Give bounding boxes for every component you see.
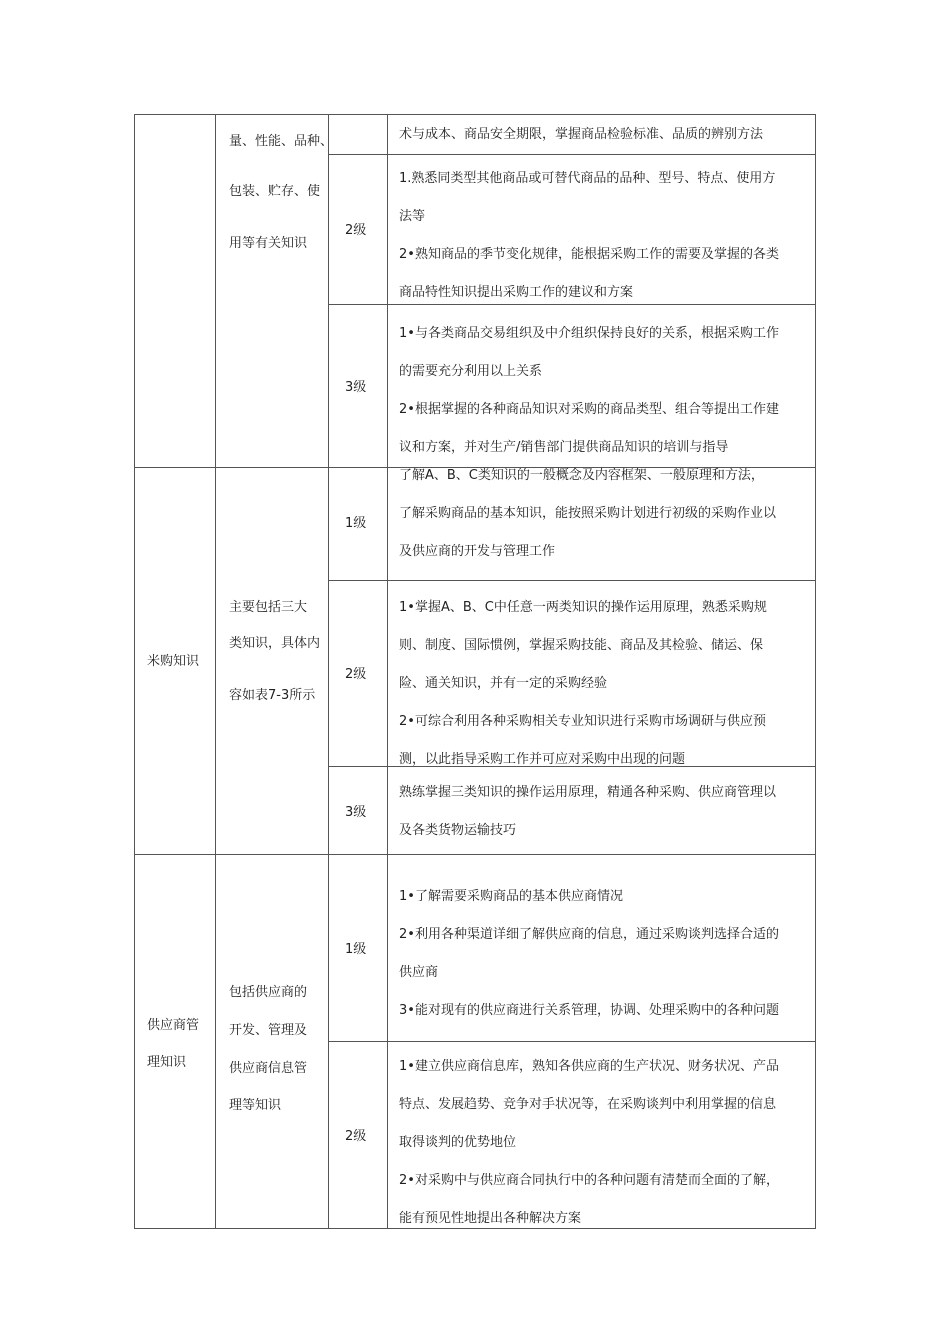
content-line: 2•可综合利用各种采购相关专业知识进行采购市场调研与供应预 <box>399 714 766 729</box>
description-line: 用等有关知识 <box>229 236 308 251</box>
content-line: 1•与各类商品交易组织及中介组织保持良好的关系，根据采购工作 <box>399 326 779 341</box>
content-line: 2•根据掌握的各种商品知识对采购的商品类型、组合等提出工作建 <box>399 402 779 417</box>
subrow-divider <box>328 154 815 155</box>
level-content <box>399 774 803 850</box>
description-line: 量、性能、品种、 <box>229 134 334 149</box>
description-line: 包装、贮存、使 <box>229 184 321 199</box>
level-label: 2级 <box>345 1129 367 1144</box>
row-divider <box>135 854 815 855</box>
description-line: 主要包括三大 <box>229 600 308 615</box>
content-line: 特点、发展趋势、竞争对手状况等，在采购谈判中利用掌握的信息 <box>399 1097 777 1112</box>
level-label: 3级 <box>345 805 367 820</box>
description-line: 开发、管理及 <box>229 1023 308 1038</box>
content-line: 2•熟知商品的季节变化规律，能根据采购工作的需要及掌握的各类 <box>399 247 779 262</box>
content-line: 测，以此指导采购工作并可应对采购中出现的问题 <box>399 752 686 767</box>
level-label: 3级 <box>345 380 367 395</box>
content-line: 商品特性知识提出采购工作的建议和方案 <box>399 285 634 300</box>
content-line: 2•利用各种渠道详细了解供应商的信息，通过采购谈判选择合适的 <box>399 927 779 942</box>
level-label: 1级 <box>345 942 367 957</box>
level-content <box>399 315 803 467</box>
content-line: 1.熟悉同类型其他商品或可替代商品的品种、型号、特点、使用方 <box>399 171 776 186</box>
level-content <box>399 589 803 779</box>
content-line: 术与成本、商品安全期限，掌握商品检验标准、品质的辨别方法 <box>399 127 764 142</box>
content-line: 1•了解需要采购商品的基本供应商情况 <box>399 889 623 904</box>
content-line: 险、通关知识，并有一定的采购经验 <box>399 676 608 691</box>
level-content <box>399 457 803 571</box>
column-divider <box>328 115 329 1228</box>
content-line: 了解采购商品的基本知识，能按照采购计划进行初级的采购作业以 <box>399 506 777 521</box>
category-label: 供应商管 <box>147 1018 200 1033</box>
description-line: 容如表7-3所示 <box>229 688 316 703</box>
content-line: 及供应商的开发与管理工作 <box>399 544 556 559</box>
level-label: 1级 <box>345 516 367 531</box>
subrow-divider <box>328 1041 815 1042</box>
description-line: 理等知识 <box>229 1098 282 1113</box>
level-label: 2级 <box>345 223 367 238</box>
content-line: 法等 <box>399 209 426 224</box>
description-line: 包括供应商的 <box>229 985 308 1000</box>
description-line: 类知识，具体内 <box>229 636 321 651</box>
description-line: 供应商信息管 <box>229 1061 308 1076</box>
competency-table <box>134 114 816 1229</box>
content-line: 2•对采购中与供应商合同执行中的各种问题有清楚而全面的了解， <box>399 1173 779 1188</box>
content-line: 议和方案，并对生产/销售部门提供商品知识的培训与指导 <box>399 440 729 455</box>
level-content <box>399 160 803 312</box>
content-line: 及各类货物运输技巧 <box>399 823 517 838</box>
content-line: 则、制度、国际惯例，掌握采购技能、商品及其检验、储运、保 <box>399 638 764 653</box>
content-line: 取得谈判的优势地位 <box>399 1135 517 1150</box>
content-line: 了解A、B、C类知识的一般概念及内容框架、一般原理和方法， <box>399 468 764 483</box>
level-content <box>399 1048 803 1238</box>
content-line: 的需要充分利用以上关系 <box>399 364 543 379</box>
content-line: 1•掌握A、B、C中任意一两类知识的操作运用原理，熟悉采购规 <box>399 600 767 615</box>
subrow-divider <box>328 580 815 581</box>
content-line: 供应商 <box>399 965 439 980</box>
level-content <box>399 116 803 154</box>
category-label: 理知识 <box>147 1055 187 1070</box>
column-divider <box>387 115 388 1228</box>
content-line: 能有预见性地提出各种解决方案 <box>399 1211 582 1226</box>
level-label: 2级 <box>345 667 367 682</box>
level-content <box>399 878 803 1030</box>
content-line: 3•能对现有的供应商进行关系管理，协调、处理采购中的各种问题 <box>399 1003 779 1018</box>
content-line: 熟练掌握三类知识的操作运用原理，精通各种采购、供应商管理以 <box>399 785 777 800</box>
content-line: 1•建立供应商信息库，熟知各供应商的生产状况、财务状况、产品 <box>399 1059 779 1074</box>
column-divider <box>215 115 216 1228</box>
category-label: 米购知识 <box>147 654 200 669</box>
